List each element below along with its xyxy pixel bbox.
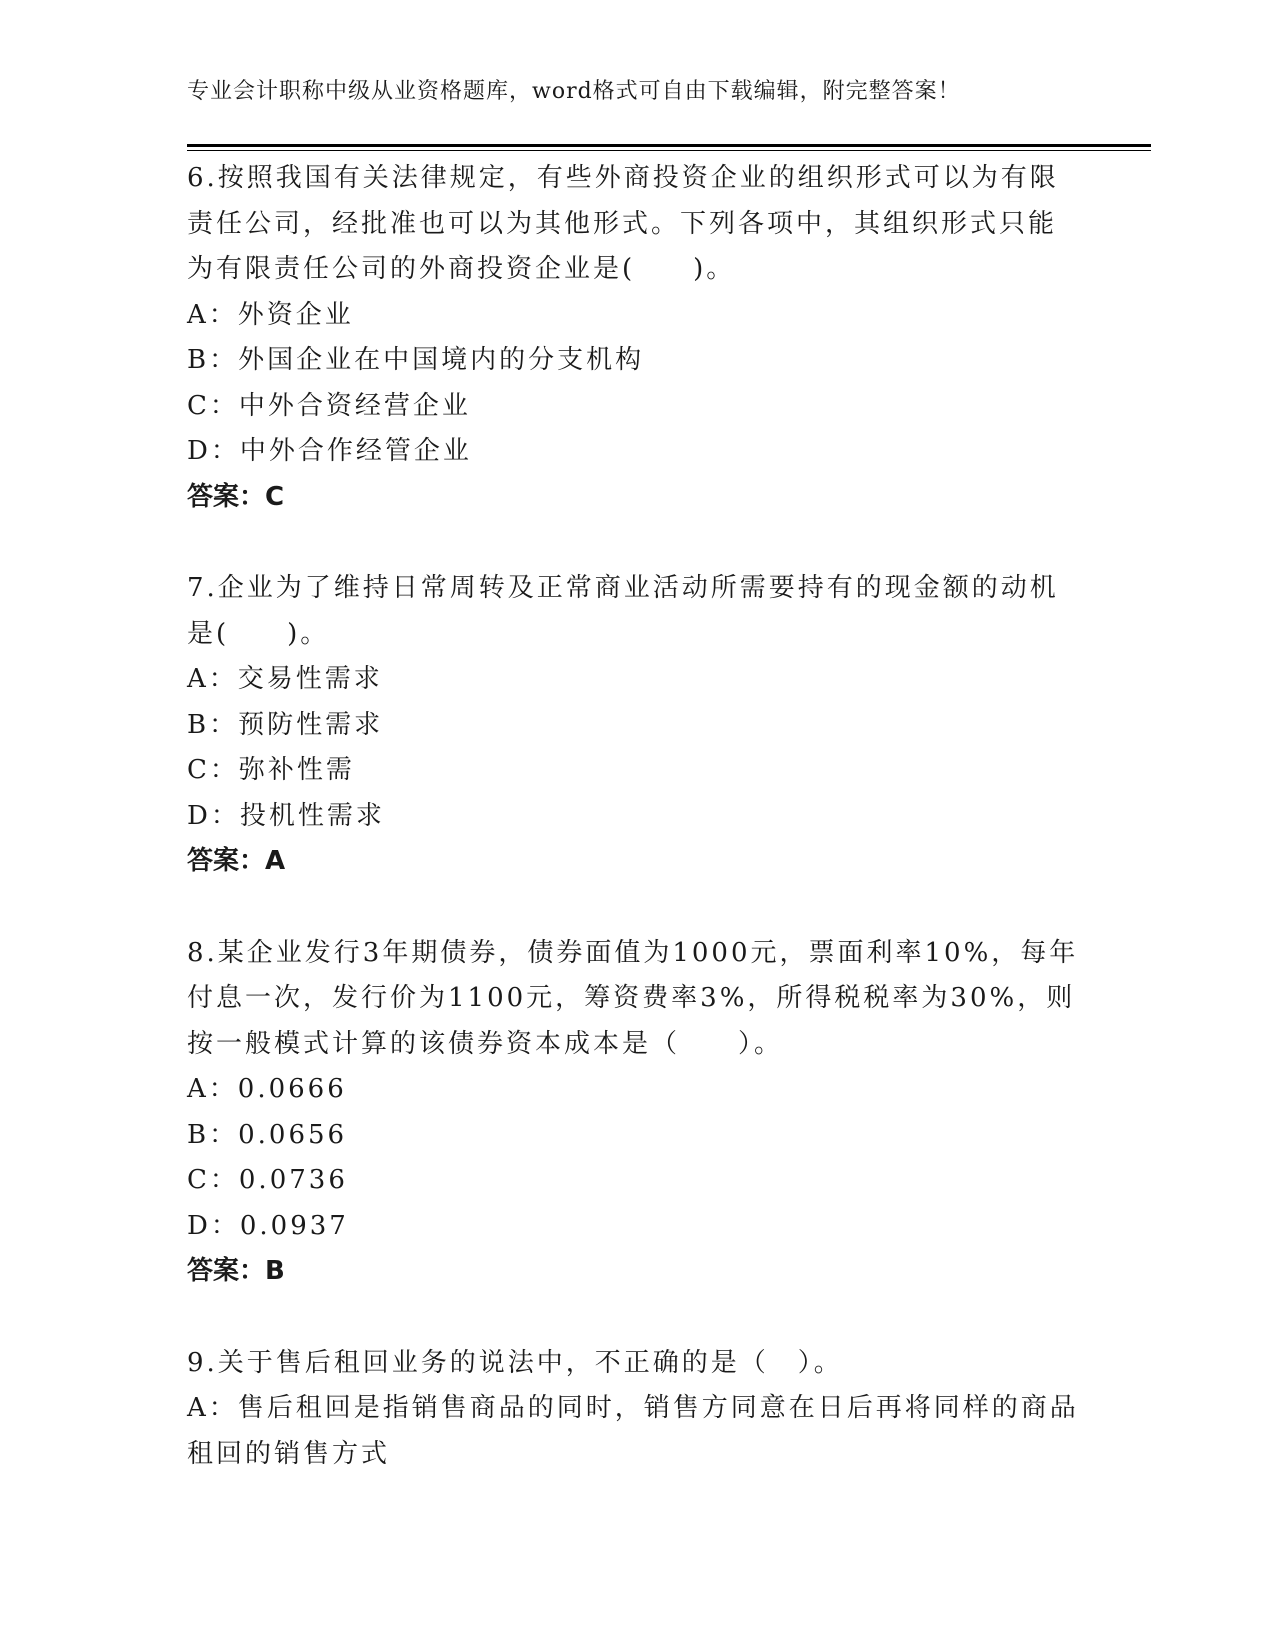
question-text: 是( )。	[187, 618, 330, 649]
option-a-continued: 租回的销售方式	[187, 1438, 391, 1469]
question-6	[187, 156, 1087, 520]
option-c: C：弥补性需	[187, 755, 355, 785]
page-header: 专业会计职称中级从业资格题库，word格式可自由下载编辑，附完整答案！	[187, 79, 961, 104]
option-b: B：外国企业在中国境内的分支机构	[187, 345, 645, 375]
question-8	[187, 931, 1087, 1295]
question-9	[187, 1341, 1087, 1478]
header-rule	[187, 144, 1151, 147]
question-text: 8.某企业发行3年期债券，债券面值为1000元，票面利率10%，每年	[187, 937, 1079, 968]
question-7	[187, 566, 1087, 885]
option-d: D：0.0937	[187, 1210, 349, 1241]
question-text: 责任公司，经批准也可以为其他形式。下列各项中，其组织形式只能	[187, 208, 1058, 239]
question-list	[187, 156, 1087, 1523]
option-a: A：售后租回是指销售商品的同时，销售方同意在日后再将同样的商品	[187, 1393, 1079, 1423]
option-c: C：0.0736	[187, 1165, 348, 1195]
option-a: A：交易性需求	[187, 664, 383, 694]
option-b: B：预防性需求	[187, 709, 384, 740]
answer: 答案：B	[187, 1256, 285, 1286]
option-d: D：中外合作经管企业	[187, 436, 472, 466]
question-text: 按一般模式计算的该债券资本成本是（ ）。	[187, 1028, 784, 1059]
answer: 答案：C	[187, 481, 285, 512]
question-text: 为有限责任公司的外商投资企业是( )。	[187, 254, 736, 284]
option-b: B：0.0656	[187, 1119, 348, 1150]
question-text: 9.关于售后租回业务的说法中，不正确的是（ ）。	[187, 1347, 843, 1378]
option-a: A：0.0666	[187, 1074, 347, 1104]
header-rule-thin	[187, 150, 1151, 151]
question-text: 7.企业为了维持日常周转及正常商业活动所需要持有的现金额的动机	[187, 573, 1059, 603]
question-text: 6.按照我国有关法律规定，有些外商投资企业的组织形式可以为有限	[187, 163, 1059, 193]
option-d: D：投机性需求	[187, 800, 385, 831]
option-c: C：中外合资经营企业	[187, 390, 471, 421]
answer: 答案：A	[187, 846, 286, 876]
option-a: A：外资企业	[187, 299, 354, 330]
question-text: 付息一次，发行价为1100元，筹资费率3%，所得税税率为30%，则	[187, 983, 1076, 1013]
